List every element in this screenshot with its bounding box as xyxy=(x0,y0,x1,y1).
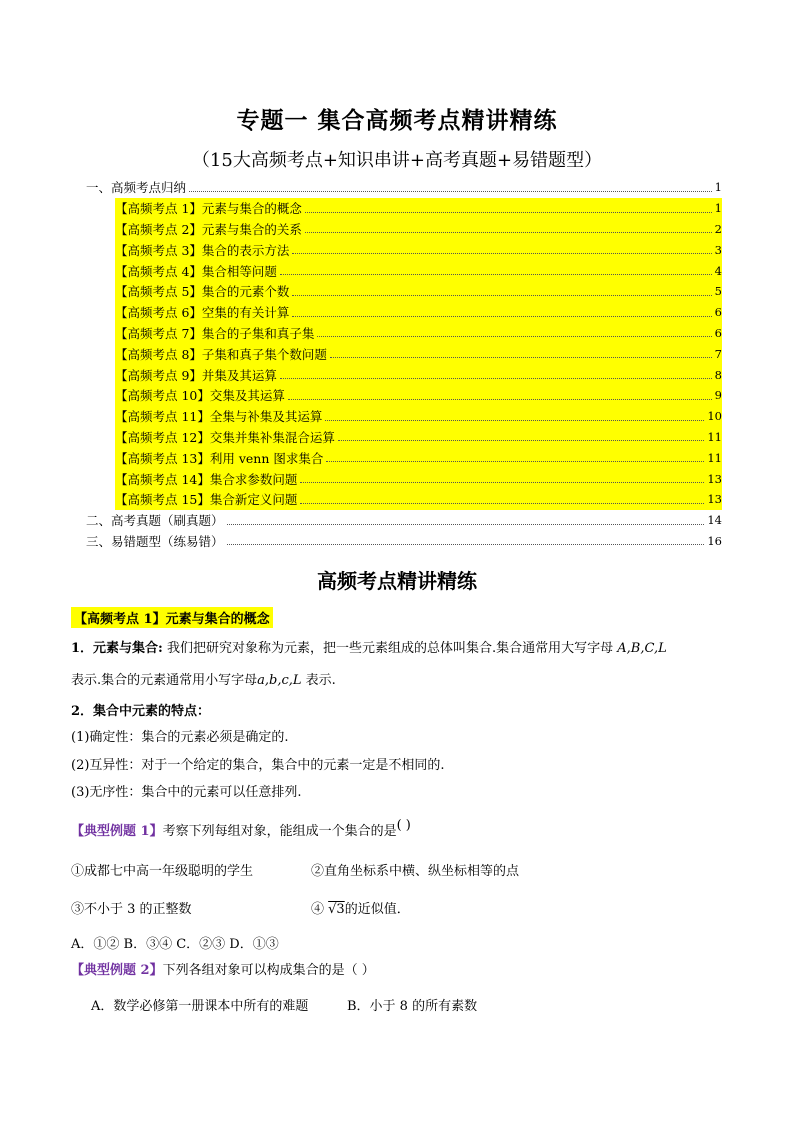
toc-entry-page: 14 xyxy=(707,513,722,528)
toc-leader-dots xyxy=(280,378,712,379)
toc-entry-page: 5 xyxy=(714,284,722,299)
toc-entry-label: 三、易错题型（练易错） xyxy=(86,533,224,549)
toc-entry-label: 二、高考真题（刷真题） xyxy=(86,513,224,529)
example-1-question xyxy=(71,818,411,841)
example-2-text: 下列各组对象可以构成集合的是（ ） xyxy=(162,963,375,978)
table-of-contents xyxy=(86,177,722,551)
toc-leader-dots xyxy=(300,482,704,483)
toc-entry[interactable] xyxy=(115,364,722,385)
toc-leader-dots xyxy=(305,212,712,213)
toc-leader-dots xyxy=(292,253,711,254)
toc-entry[interactable] xyxy=(115,239,722,260)
toc-entry[interactable] xyxy=(115,385,722,406)
toc-entry-page: 13 xyxy=(707,492,722,507)
toc-entry-label: 【高频考点 5】集合的元素个数 xyxy=(115,284,290,300)
toc-leader-dots xyxy=(317,336,711,337)
example-1-option-3: ③不小于 3 的正整数 xyxy=(71,902,192,917)
toc-entry-label: 【高频考点 4】集合相等问题 xyxy=(115,263,277,279)
toc-leader-dots xyxy=(227,524,705,525)
example-1-choices: A．①② B．③④ C．②③ D．①③ xyxy=(71,937,279,952)
example-2-option-a: A．数学必修第一册课本中所有的难题 xyxy=(91,999,309,1014)
paragraph-4: (2)互异性：对于一个给定的集合，集合中的元素一定是不相同的. xyxy=(71,758,445,773)
paragraph-3: (1)确定性：集合的元素必须是确定的. xyxy=(71,730,289,745)
toc-leader-dots xyxy=(300,503,704,504)
toc-leader-dots xyxy=(292,295,711,296)
example-1-label: 【典型例题 1】 xyxy=(71,824,163,839)
section-heading: 高频考点精讲精练 xyxy=(317,569,477,593)
toc-entry-label: 【高频考点 14】集合求参数问题 xyxy=(115,471,298,487)
toc-entry[interactable] xyxy=(115,468,722,489)
toc-entry[interactable] xyxy=(115,198,722,219)
toc-leader-dots xyxy=(325,420,704,421)
toc-entry-page: 11 xyxy=(707,450,722,465)
example-1-text: 考察下列每组对象，能组成一个集合的是 xyxy=(162,824,397,839)
toc-leader-dots xyxy=(305,232,712,233)
toc-entry-label: 一、高频考点归纳 xyxy=(86,180,187,196)
paragraph-1b-math: a,b,c,L xyxy=(257,673,302,688)
toc-entry-page: 10 xyxy=(707,409,722,424)
toc-entry-page: 2 xyxy=(714,221,722,236)
example-1-option-2: ②直角坐标系中横、纵坐标相等的点 xyxy=(311,864,520,879)
toc-entry-page: 6 xyxy=(714,325,722,340)
paragraph-1-math: A,B,C,L xyxy=(617,641,667,656)
paragraph-1 xyxy=(71,640,667,658)
toc-entry-label: 【高频考点 11】全集与补集及其运算 xyxy=(115,409,323,425)
toc-entry-page: 6 xyxy=(714,305,722,320)
toc-entry-page: 9 xyxy=(714,388,722,403)
toc-entry[interactable] xyxy=(115,281,722,302)
toc-leader-dots xyxy=(338,440,704,441)
toc-entry-page: 3 xyxy=(714,242,722,257)
toc-entry-label: 【高频考点 10】交集及其运算 xyxy=(115,388,285,404)
paragraph-1-text: 我们把研究对象称为元素，把一些元素组成的总体叫集合.集合通常用大写字母 xyxy=(162,641,614,656)
toc-entry[interactable] xyxy=(115,406,722,427)
toc-entry-page: 16 xyxy=(707,533,722,548)
toc-entry-label: 【高频考点 1】元素与集合的概念 xyxy=(115,201,302,217)
key-point-label xyxy=(71,607,273,628)
toc-entry[interactable] xyxy=(115,219,722,240)
toc-entry[interactable] xyxy=(115,343,722,364)
paragraph-1b xyxy=(71,672,336,690)
example-1-option-4-prefix: ④ xyxy=(311,902,329,917)
toc-entry[interactable] xyxy=(115,260,722,281)
toc-entry-page: 11 xyxy=(707,429,722,444)
toc-leader-dots xyxy=(292,316,711,317)
toc-entry-page: 7 xyxy=(714,346,722,361)
paragraph-2-label: 2．集合中元素的特点： xyxy=(71,704,211,719)
toc-leader-dots xyxy=(189,191,712,192)
toc-leader-dots xyxy=(227,544,705,545)
toc-leader-dots xyxy=(280,274,712,275)
example-2-option-b: B．小于 8 的所有素数 xyxy=(347,999,478,1014)
toc-entry-page: 1 xyxy=(714,201,722,216)
key-point-label-text: 【高频考点 1】元素与集合的概念 xyxy=(74,612,270,627)
paragraph-5: (3)无序性：集合中的元素可以任意排列. xyxy=(71,785,302,800)
example-2-label: 【典型例题 2】 xyxy=(71,963,163,978)
toc-entry-page: 1 xyxy=(714,180,722,195)
toc-entry[interactable] xyxy=(86,531,722,552)
toc-entry[interactable] xyxy=(86,177,722,198)
toc-entry-label: 【高频考点 12】交集并集补集混合运算 xyxy=(115,429,335,445)
toc-entry[interactable] xyxy=(115,323,722,344)
example-1-option-4 xyxy=(311,898,410,917)
document-subtitle: （15大高频考点+知识串讲+高考真题+易错题型） xyxy=(191,150,603,171)
example-1-option-4-sqrt: √3 xyxy=(328,902,345,917)
toc-entry-page: 8 xyxy=(714,367,722,382)
toc-entry[interactable] xyxy=(86,510,722,531)
toc-entry-label: 【高频考点 8】子集和真子集个数问题 xyxy=(115,346,327,362)
toc-leader-dots xyxy=(326,461,704,462)
toc-entry-label: 【高频考点 2】元素与集合的关系 xyxy=(115,221,302,237)
toc-entry-label: 【高频考点 13】利用 venn 图求集合 xyxy=(115,450,324,466)
paragraph-1-label: 1．元素与集合: xyxy=(71,641,163,656)
toc-entry-label: 【高频考点 9】并集及其运算 xyxy=(115,367,277,383)
toc-entry[interactable] xyxy=(115,302,722,323)
toc-entry-label: 【高频考点 6】空集的有关计算 xyxy=(115,305,290,321)
example-2-question xyxy=(71,962,375,980)
paragraph-1b-text-a: 表示.集合的元素通常用小写字母 xyxy=(71,673,258,688)
paragraph-1b-text-b: 表示. xyxy=(301,673,336,688)
toc-entry[interactable] xyxy=(115,427,722,448)
example-1-paren: ( ) xyxy=(396,818,411,833)
toc-entry-page: 13 xyxy=(707,471,722,486)
toc-entry[interactable] xyxy=(115,489,722,510)
toc-leader-dots xyxy=(288,399,712,400)
toc-entry-label: 【高频考点 3】集合的表示方法 xyxy=(115,242,290,258)
toc-leader-dots xyxy=(330,357,712,358)
document-title: 专题一 集合高频考点精讲精练 xyxy=(236,107,558,134)
example-1-option-4-suffix: 的近似值． xyxy=(344,902,410,917)
toc-entry-label: 【高频考点 15】集合新定义问题 xyxy=(115,492,298,508)
toc-entry-label: 【高频考点 7】集合的子集和真子集 xyxy=(115,325,315,341)
example-1-option-1: ①成都七中高一年级聪明的学生 xyxy=(71,864,254,879)
toc-entry-page: 4 xyxy=(714,263,722,278)
toc-entry[interactable] xyxy=(115,447,722,468)
